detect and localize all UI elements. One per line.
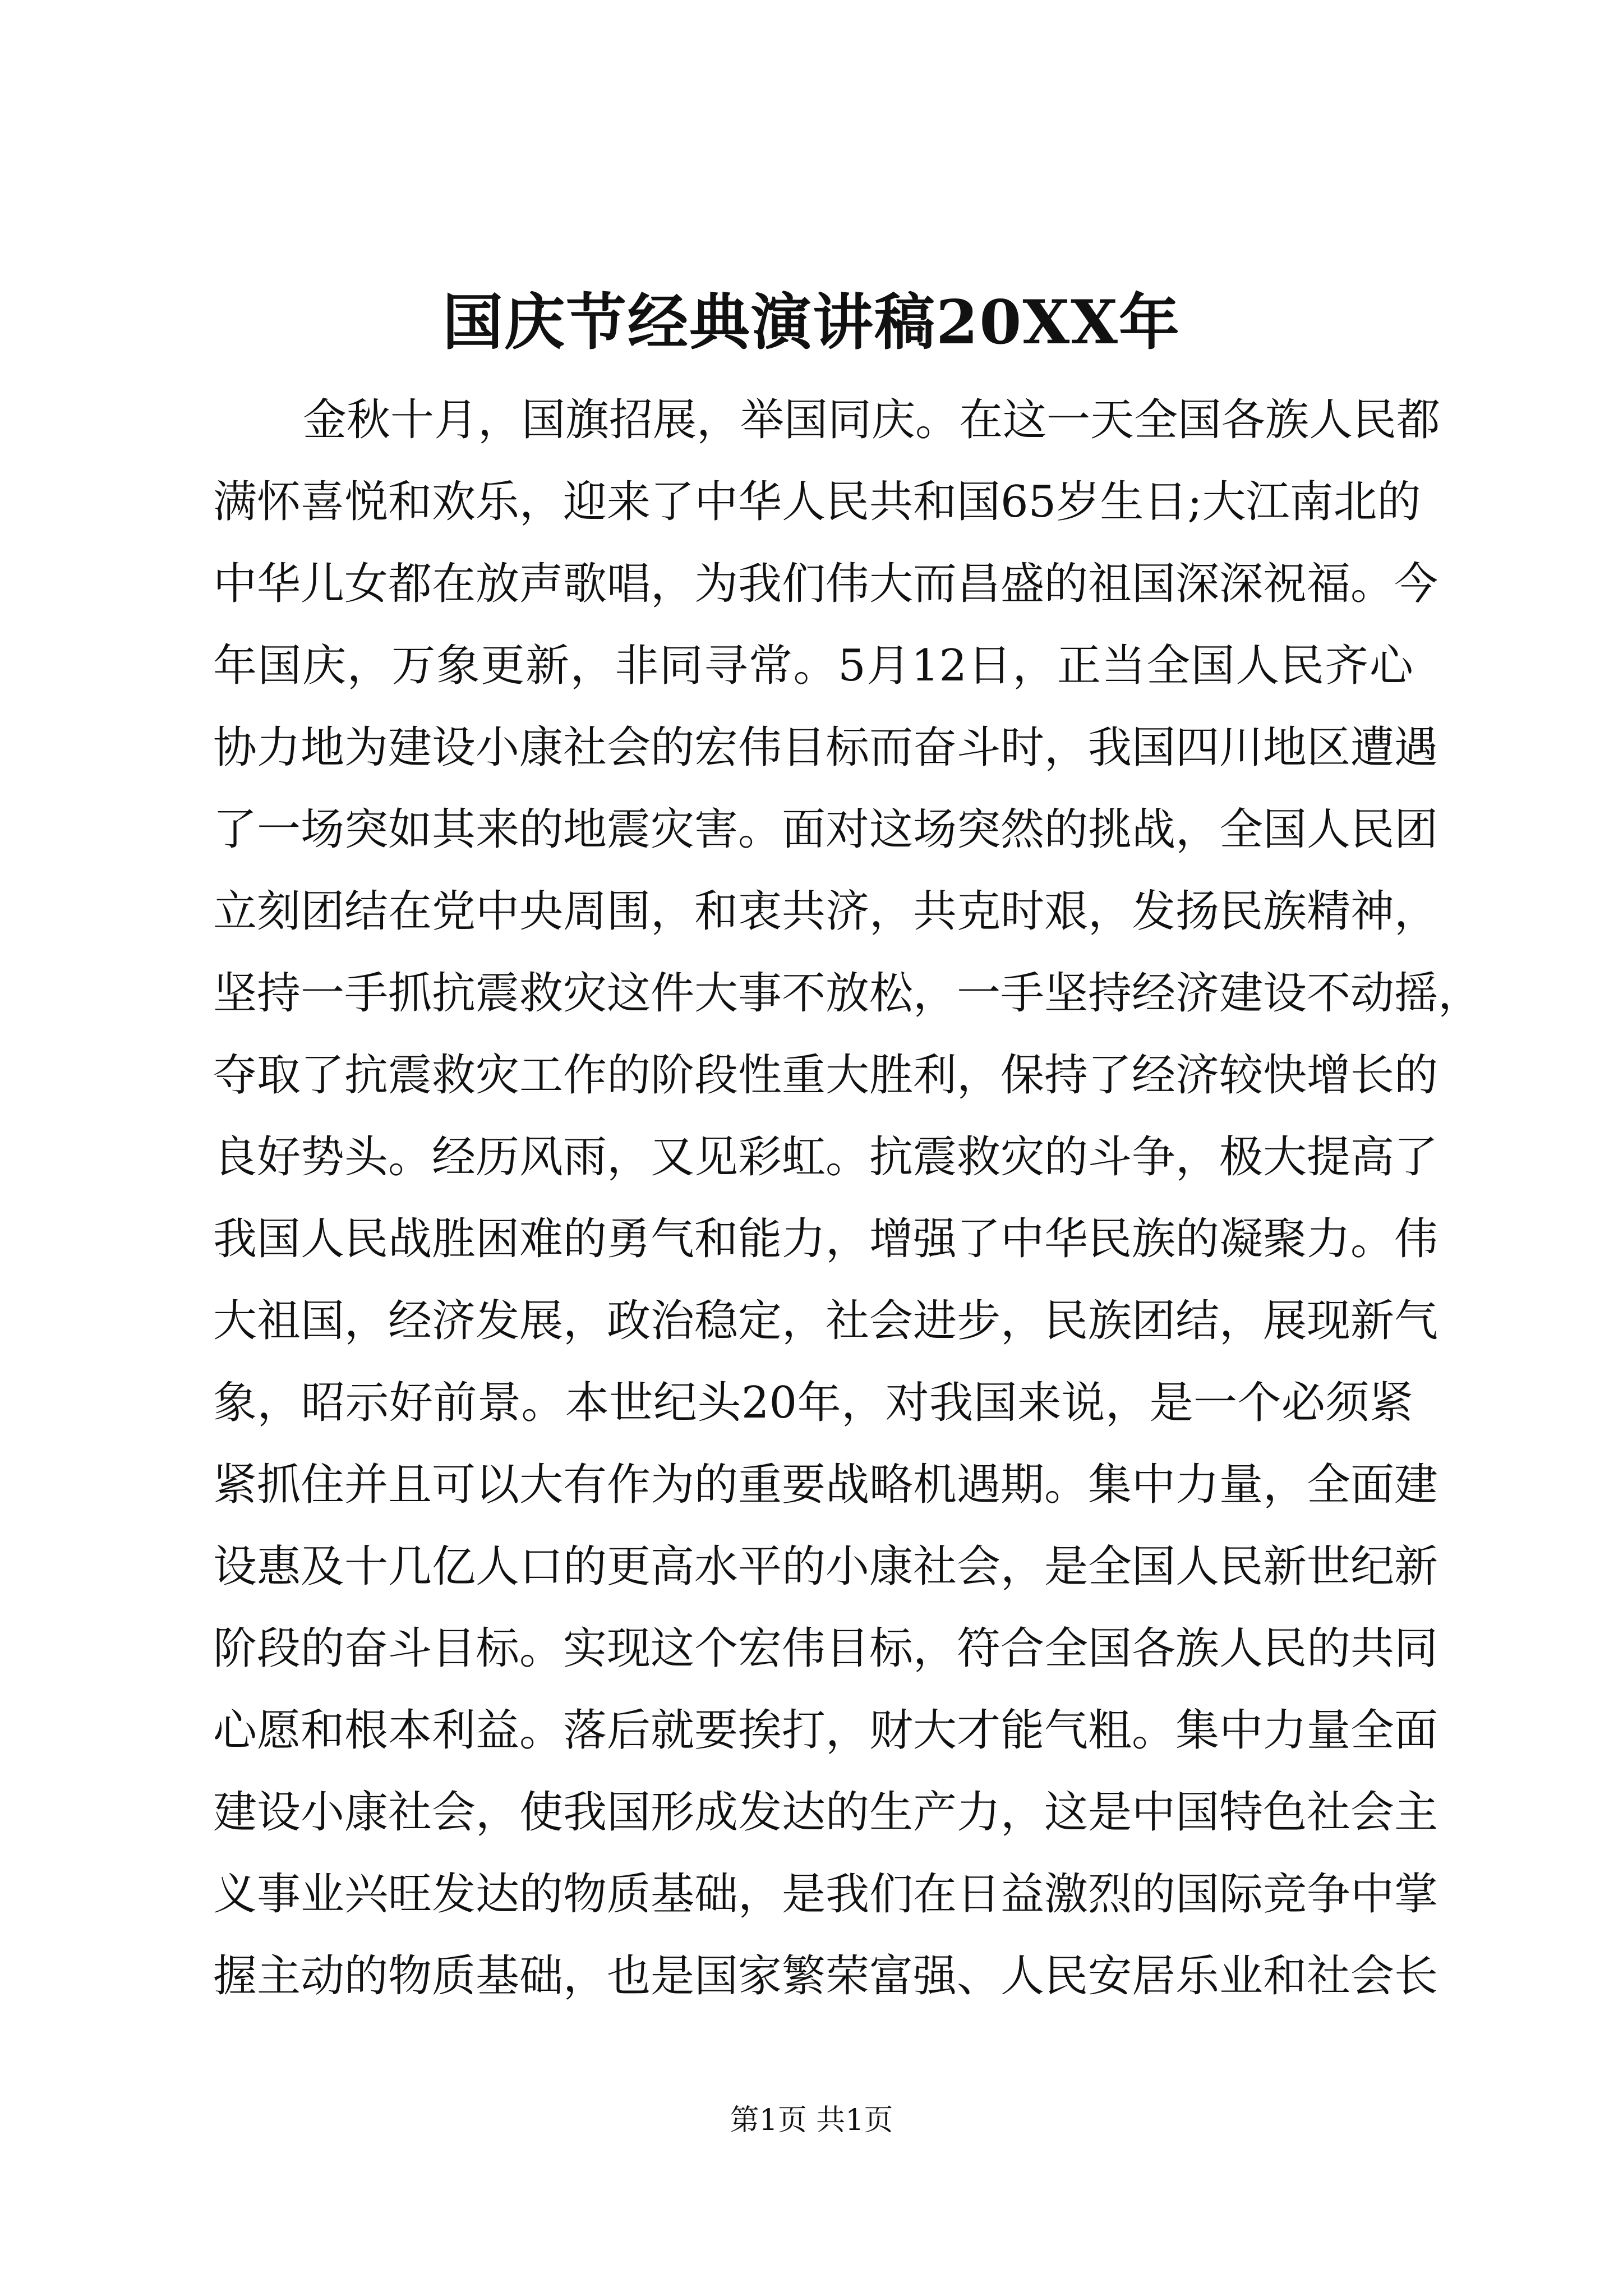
- paragraph-line: 金秋十月，国旗招展，举国同庆。在这一天全国各族人民都: [303, 395, 1441, 445]
- body-paragraph: [213, 379, 1482, 2017]
- paragraph-line: 良好势头。经历风雨，又见彩虹。抗震救灾的斗争，极大提高了: [213, 1132, 1438, 1182]
- paragraph-line: 建设小康社会，使我国形成发达的生产力，这是中国特色社会主: [213, 1787, 1438, 1838]
- paragraph-line: 中华儿女都在放声歌唱，为我们伟大而昌盛的祖国深深祝福。今: [213, 559, 1438, 609]
- paragraph-line: 握主动的物质基础，也是国家繁荣富强、人民安居乐业和社会长: [213, 1951, 1438, 2001]
- paragraph-line: 设惠及十几亿人口的更高水平的小康社会，是全国人民新世纪新: [213, 1542, 1438, 1592]
- paragraph-line: 心愿和根本利益。落后就要挨打，财大才能气粗。集中力量全面: [213, 1705, 1438, 1756]
- paragraph-line: 紧抓住并且可以大有作为的重要战略机遇期。集中力量，全面建: [213, 1460, 1438, 1510]
- paragraph-line: 义事业兴旺发达的物质基础，是我们在日益激烈的国际竞争中掌: [213, 1869, 1438, 1920]
- paragraph-line: 年国庆，万象更新，非同寻常。5月12日，正当全国人民齐心: [213, 641, 1413, 691]
- paragraph-line: 象，昭示好前景。本世纪头20年，对我国来说，是一个必须紧: [213, 1378, 1413, 1428]
- paragraph-line: 了一场突如其来的地震灾害。面对这场突然的挑战，全国人民团: [213, 804, 1438, 855]
- page-footer: 第1页 共1页: [730, 2104, 893, 2137]
- paragraph-line: 我国人民战胜困难的勇气和能力，增强了中华民族的凝聚力。伟: [213, 1214, 1438, 1264]
- document-title: 国庆节经典演讲稿20XX年: [442, 287, 1181, 358]
- paragraph-line: 协力地为建设小康社会的宏伟目标而奋斗时，我国四川地区遭遇: [213, 723, 1438, 773]
- paragraph-line: 大祖国，经济发展，政治稳定，社会进步，民族团结，展现新气: [213, 1296, 1438, 1346]
- paragraph-line: 立刻团结在党中央周围，和衷共济，共克时艰，发扬民族精神，: [213, 886, 1438, 937]
- paragraph-line: 坚持一手抓抗震救灾这件大事不放松，一手坚持经济建设不动摇，: [213, 968, 1482, 1019]
- paragraph-line: 满怀喜悦和欢乐，迎来了中华人民共和国65岁生日;大江南北的: [213, 477, 1421, 527]
- paragraph-line: 阶段的奋斗目标。实现这个宏伟目标，符合全国各族人民的共同: [213, 1623, 1438, 1674]
- paragraph-line: 夺取了抗震救灾工作的阶段性重大胜利，保持了经济较快增长的: [213, 1050, 1438, 1101]
